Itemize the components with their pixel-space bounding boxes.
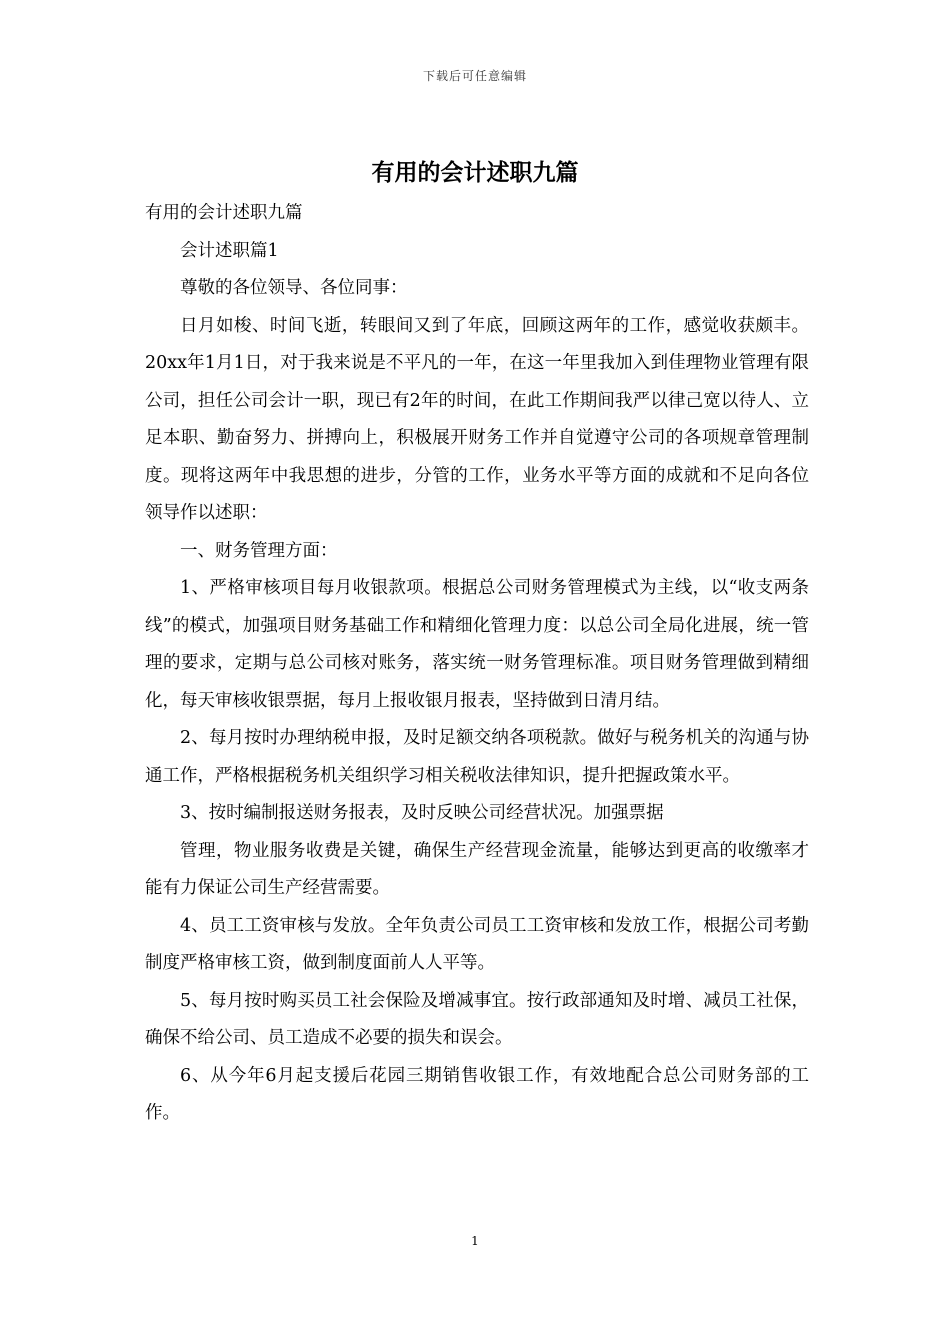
- body-paragraph: 1、严格审核项目每月收银款项。根据总公司财务管理模式为主线，以“收支两条线”的模式，加强项目财务基础工作和精细化管理力度：以总公司全局化进展，统一管理的要求，定期与总公司核对账务，落实统一财务管理标准。项目财务管理做到精细化，每天审核收银票据，每月上报收银月报表，坚持做到日清月结。: [145, 578, 809, 711]
- body-paragraph: 管理，物业服务收费是关键，确保生产经营现金流量，能够达到更高的收缴率才能有力保证公司生产经营需要。: [145, 840, 809, 898]
- document-title: 有用的会计述职九篇: [371, 159, 579, 186]
- body-paragraph: 3、按时编制报送财务报表，及时反映公司经营状况。加强票据: [180, 803, 664, 823]
- body-paragraph: 2、每月按时办理纳税申报，及时足额交纳各项税款。做好与税务机关的沟通与协通工作，严格根据税务机关组织学习相关税收法律知识，提升把握政策水平。: [145, 728, 809, 786]
- page-number: 1: [471, 1234, 479, 1248]
- salutation-paragraph: 尊敬的各位领导、各位同事：: [180, 278, 408, 298]
- body-paragraph: 日月如梭、时间飞逝，转眼间又到了年底，回顾这两年的工作，感觉收获颇丰。20xx年1月1日，对于我来说是不平凡的一年，在这一年里我加入到佳理物业管理有限公司，担任公司会计一职，现已有2年的时间，在此工作期间我严以律己宽以待人、立足本职、勤奋努力、拼搏向上，积极展开财务工作并自觉遵守公司的各项规章管理制度。现将这两年中我思想的进步，分管的工作，业务水平等方面的成就和不足向各位领导作以述职：: [145, 315, 809, 523]
- subsection-heading: 一、财务管理方面：: [180, 540, 338, 561]
- section-heading: 会计述职篇1: [180, 240, 279, 261]
- page-header: 下载后可任意编辑: [422, 69, 527, 83]
- body-paragraph: 4、员工工资审核与发放。全年负责公司员工工资审核和发放工作，根据公司考勤制度严格审核工资，做到制度面前人人平等。: [145, 915, 809, 973]
- body-paragraph: 6、从今年6月起支援后花园三期销售收银工作，有效地配合总公司财务部的工作。: [145, 1065, 809, 1123]
- body-paragraph: 5、每月按时购买员工社会保险及增减事宜。按行政部通知及时增、减员工社保，确保不给公司、员工造成不必要的损失和误会。: [145, 990, 809, 1048]
- document-body: [145, 195, 809, 1133]
- subtitle-paragraph: 有用的会计述职九篇: [145, 203, 303, 223]
